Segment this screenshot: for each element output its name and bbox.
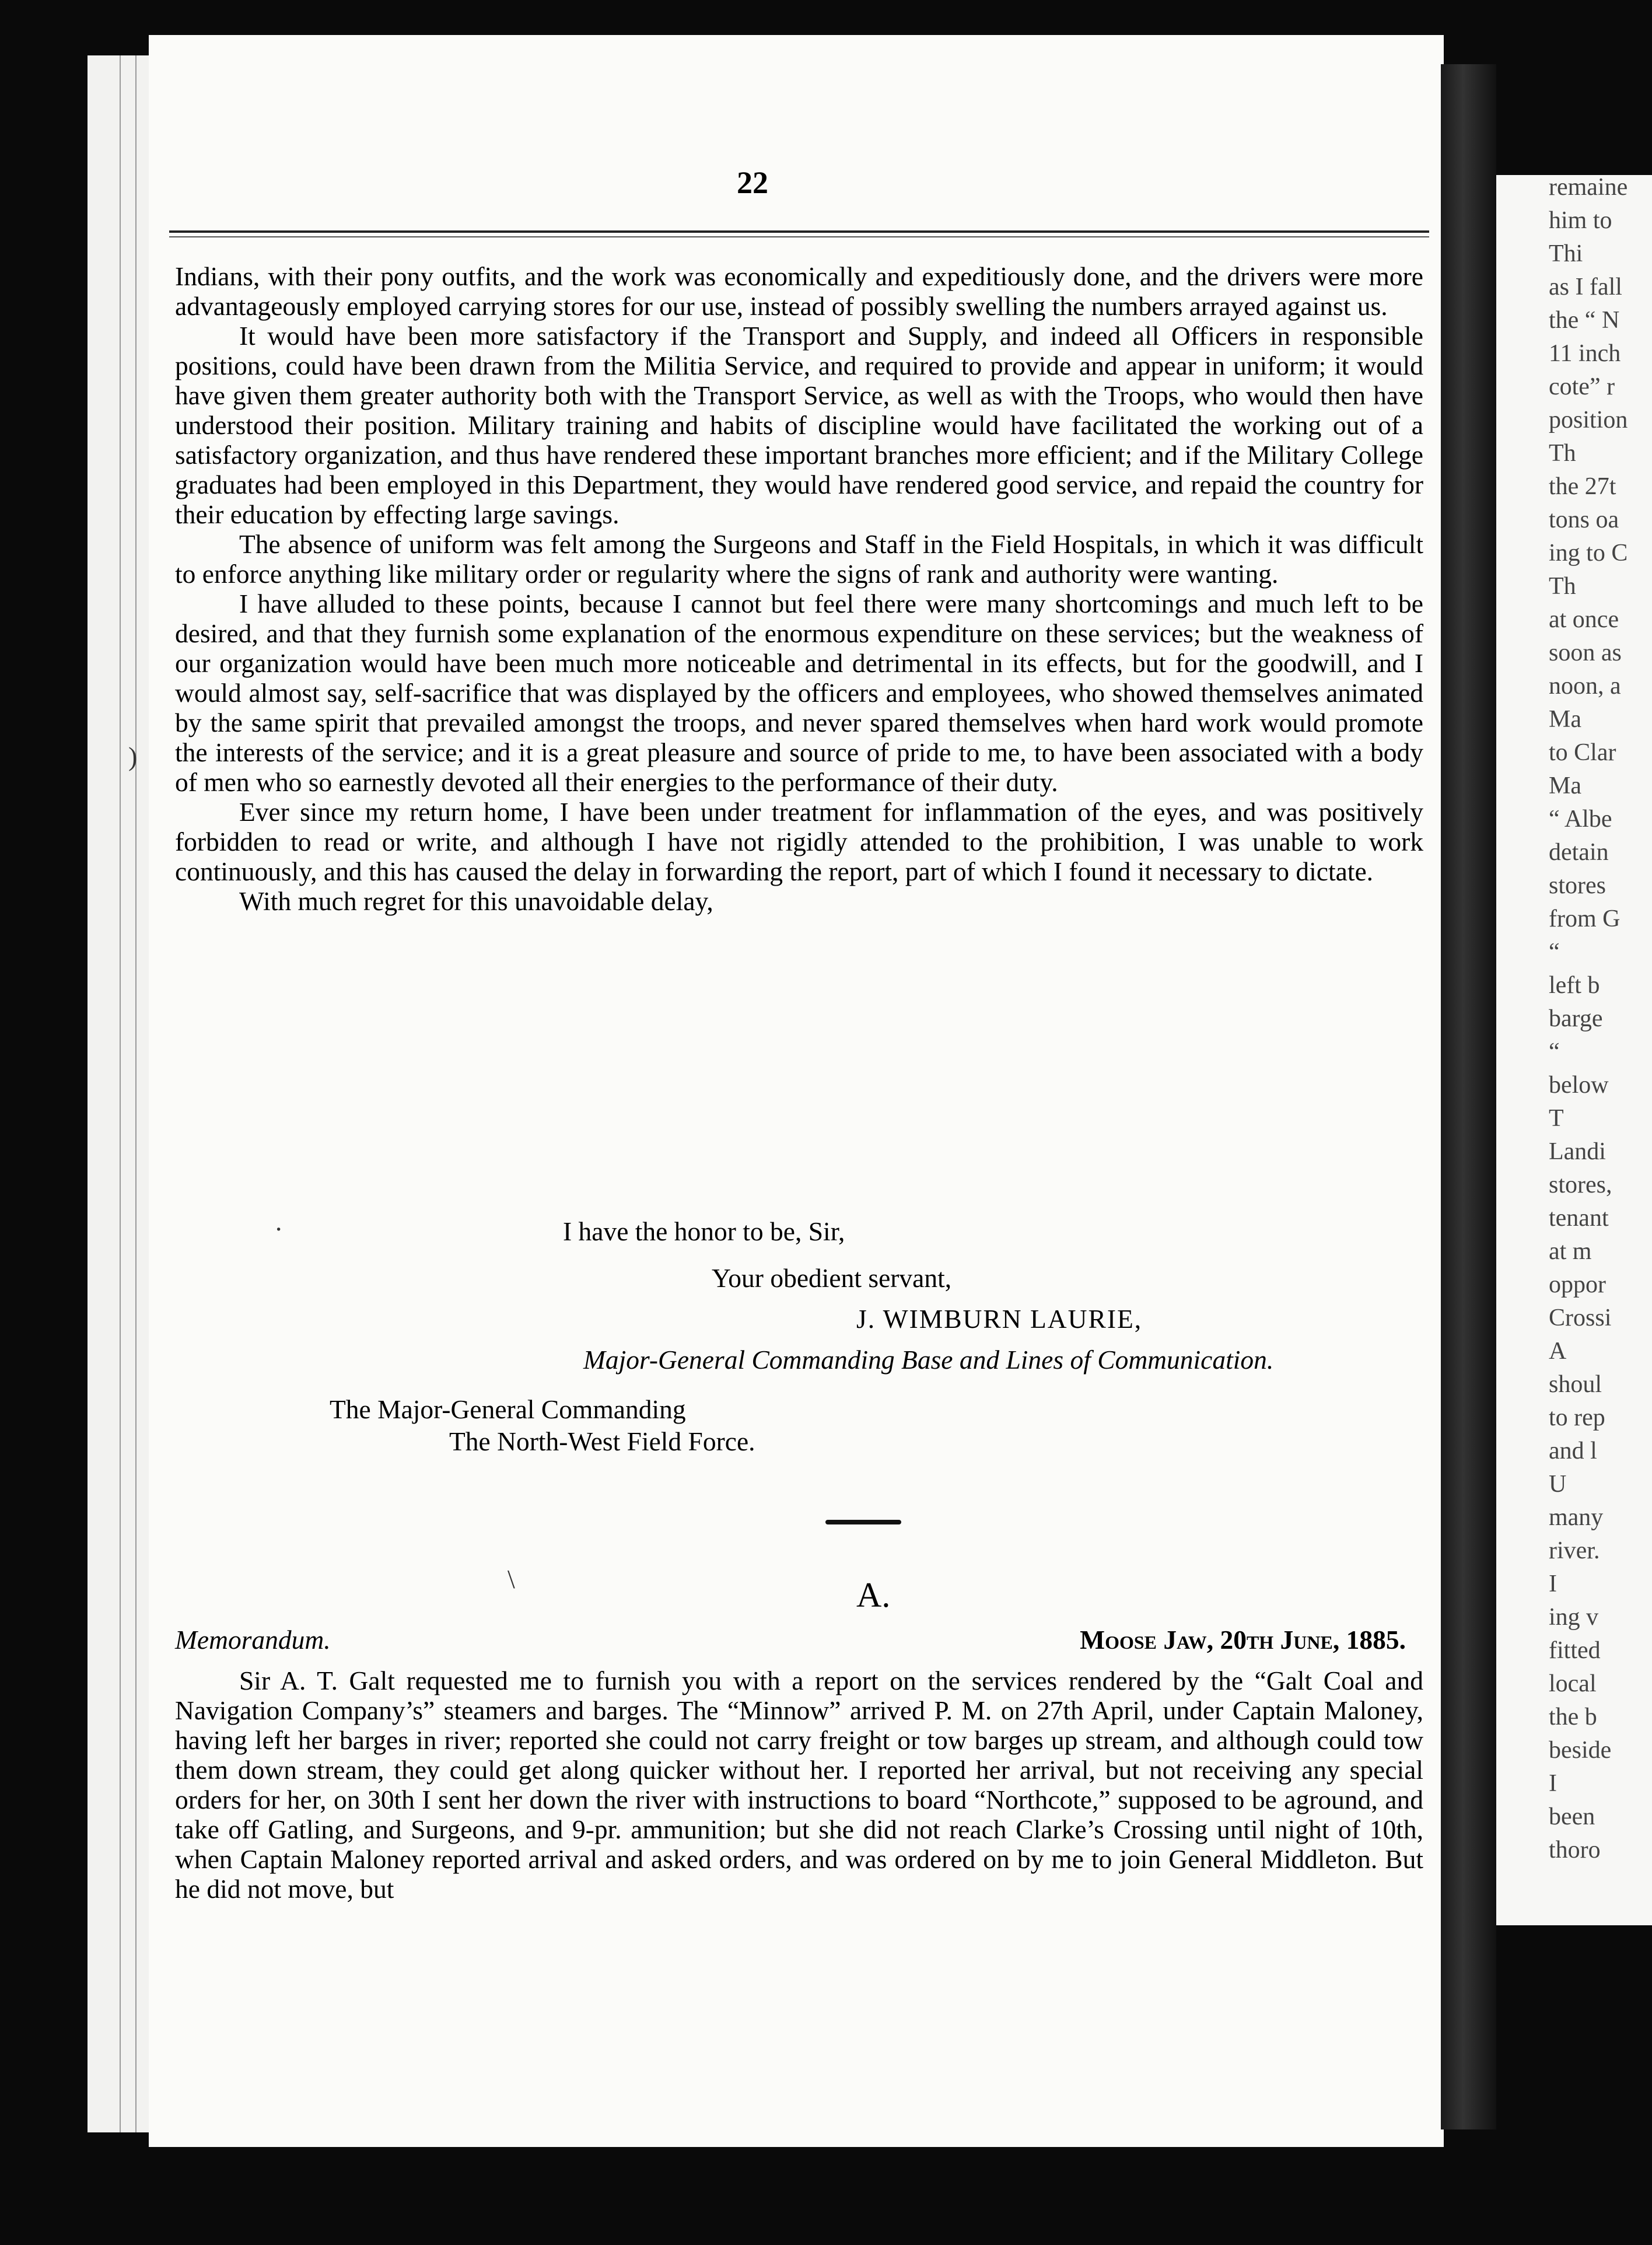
signatory-title: Major-General Commanding Base and Lines of Communication. xyxy=(583,1345,1274,1375)
page-edge-line xyxy=(135,55,136,2132)
report-body xyxy=(175,261,1423,916)
header-rule xyxy=(169,230,1429,233)
facing-page-fragment: and l xyxy=(1549,1438,1597,1464)
facing-page-fragment: to Clar xyxy=(1549,739,1616,766)
page-number: 22 xyxy=(737,165,768,200)
margin-mark: ) xyxy=(128,742,138,771)
facing-page-fragment: 11 inch xyxy=(1549,340,1621,367)
facing-page-fragment: to rep xyxy=(1549,1404,1605,1431)
signature: J. WIMBURN LAURIE, xyxy=(856,1304,1143,1334)
facing-page xyxy=(1496,175,1652,1925)
facing-page-fragment: detain xyxy=(1549,839,1609,866)
section-divider xyxy=(825,1520,901,1524)
facing-page-fragment: at once xyxy=(1549,606,1619,633)
facing-page-fragment: below xyxy=(1549,1072,1609,1099)
memorandum xyxy=(175,1625,1423,1904)
facing-page-fragment: ing to C xyxy=(1549,540,1628,567)
facing-page-fragment: stores, xyxy=(1549,1172,1612,1198)
facing-page-fragment: Ma xyxy=(1549,706,1581,733)
addressee-line: The North-West Field Force. xyxy=(449,1426,755,1456)
memorandum-place-date: Moose Jaw, 20th June, 1885. xyxy=(1080,1625,1406,1655)
margin-mark: \ xyxy=(508,1564,515,1594)
facing-page-fragment: Thi xyxy=(1549,240,1583,267)
facing-page-fragment: soon as xyxy=(1549,639,1622,666)
facing-page-fragment: U xyxy=(1549,1471,1567,1498)
page-edge-line xyxy=(120,55,121,2132)
facing-page-fragment: beside xyxy=(1549,1737,1612,1764)
facing-page-fragment: barge xyxy=(1549,1005,1603,1032)
facing-page-fragment: been xyxy=(1549,1803,1595,1830)
paragraph: I have alluded to these points, because I cannot but feel there were many shortcomings and much left to be desired, and that they furnish some explanation of the enormous expenditure on these services; but the weakness of our organization would have been much more noticeable and detrimental in its effects, but for the goodwill, and I would almost say, self-sacrifice that was displayed by the officers and employees, who showed themselves animated by the same spirit that prevailed amongst the troops, and never spared themselves when hard work would promote the interests of the service; and it is a great pleasure and source of pride to me, to have been associated with a body of men who so earnestly devoted all their energies to the performance of their duty. xyxy=(175,589,1423,797)
facing-page-fragment: Crossi xyxy=(1549,1305,1612,1331)
memorandum-label: Memorandum. xyxy=(175,1625,331,1655)
facing-page-fragment: T xyxy=(1549,1105,1564,1132)
facing-page-fragment: Th xyxy=(1549,440,1576,467)
facing-page-fragment: Ma xyxy=(1549,772,1581,799)
paragraph: Indians, with their pony outfits, and the work was economically and expeditiously done, and the drivers were more advantageously employed carrying stores for our use, instead of possibly swelling the numbers arrayed against us. xyxy=(175,261,1423,321)
facing-page-fragment: fitted xyxy=(1549,1637,1601,1664)
facing-page-fragment: the 27t xyxy=(1549,473,1616,500)
header-rule-thin xyxy=(169,236,1429,237)
facing-page-fragment: “ xyxy=(1549,939,1560,966)
facing-page-fragment: tenant xyxy=(1549,1205,1609,1232)
section-letter: A. xyxy=(856,1576,891,1614)
closing-line: I have the honor to be, Sir, xyxy=(563,1216,845,1246)
margin-mark: · xyxy=(274,1214,284,1244)
facing-page-fragment: position xyxy=(1549,407,1628,433)
facing-page-fragment: at m xyxy=(1549,1238,1592,1265)
facing-page-fragment: left b xyxy=(1549,972,1600,999)
facing-page-fragment: local xyxy=(1549,1670,1597,1697)
facing-page-fragment: I xyxy=(1549,1770,1557,1797)
facing-page-fragment: noon, a xyxy=(1549,673,1621,700)
facing-page-fragment: the “ N xyxy=(1549,307,1620,334)
facing-page-fragment: stores xyxy=(1549,872,1606,899)
facing-page-fragment: remaine xyxy=(1549,175,1628,201)
facing-page-fragment: tons oa xyxy=(1549,506,1619,533)
addressee-line: The Major-General Commanding xyxy=(330,1394,686,1424)
paragraph: The absence of uniform was felt among the Surgeons and Staff in the Field Hospitals, in which it was difficult to enforce anything like military order or regularity where the signs of rank and authority were wanting. xyxy=(175,529,1423,589)
facing-page-fragment: thoro xyxy=(1549,1837,1601,1863)
facing-page-fragment: cote” r xyxy=(1549,373,1615,400)
memorandum-header xyxy=(175,1625,1423,1657)
memorandum-text: Sir A. T. Galt requested me to furnish you with a report on the services rendered by the “Galt Coal and Navigation Company’s” steamers and barges. The “Minnow” arrived P. M. on 27th April, under Captain Maloney, having left her barges in river; reported she could not carry freight or tow barges up stream, and although could tow them down stream, they could get along quicker without her. I reported her arrival, but not receiving any special orders for her, on 30th I sent her down the river with instructions to board “Northcote,” supposed to be aground, and take off Gatling, and Surgeons, and 9-pr. ammunition; but she did not reach Clarke’s Crossing until night of 10th, when Captain Maloney reported arrival and asked orders, and was ordered on by me to join General Middleton. But he did not move, but xyxy=(175,1666,1423,1904)
facing-page-fragment: the b xyxy=(1549,1704,1597,1730)
facing-page-fragment: Landi xyxy=(1549,1138,1606,1165)
facing-page-fragment: I xyxy=(1549,1571,1557,1597)
facing-page-fragment: river. xyxy=(1549,1537,1600,1564)
facing-page-fragment: Th xyxy=(1549,573,1576,600)
facing-page-fragment: shoul xyxy=(1549,1371,1602,1398)
facing-page-fragment: as I fall xyxy=(1549,274,1622,300)
book-spine-shadow xyxy=(1441,64,1496,2129)
facing-page-fragment: many xyxy=(1549,1504,1604,1531)
facing-page-fragment: ing v xyxy=(1549,1604,1599,1631)
facing-page-fragment: “ xyxy=(1549,1038,1560,1065)
facing-page-fragment: oppor xyxy=(1549,1271,1606,1298)
paragraph: With much regret for this unavoidable delay, xyxy=(239,886,713,916)
paragraph: Ever since my return home, I have been under treatment for inflammation of the eyes, and was positively forbidden to read or write, and although I have not rigidly attended to the prohibition, I was unable to work continuously, and this has caused the delay in forwarding the report, part of which I found it necessary to dictate. xyxy=(175,797,1423,886)
closing-line: Your obedient servant, xyxy=(712,1263,952,1293)
facing-page-fragment: from G xyxy=(1549,905,1620,932)
facing-page-fragment: “ Albe xyxy=(1549,806,1612,833)
paragraph: It would have been more satisfactory if the Transport and Supply, and indeed all Officers in responsible positions, could have been drawn from the Militia Service, and required to provide and appear in uniform; it would have given them greater authority both with the Transport Service, as well as with the Troops, who would then have understood their position. Military training and habits of discipline would have facilitated the working out of a satisfactory organization, and thus have rendered these important branches more efficient; and if the Military College graduates had been employed in this Department, they would have rendered good service, and repaid the country for their education by effecting large savings. xyxy=(175,321,1423,529)
facing-page-fragment: him to xyxy=(1549,207,1612,234)
facing-page-fragment: A xyxy=(1549,1338,1567,1365)
